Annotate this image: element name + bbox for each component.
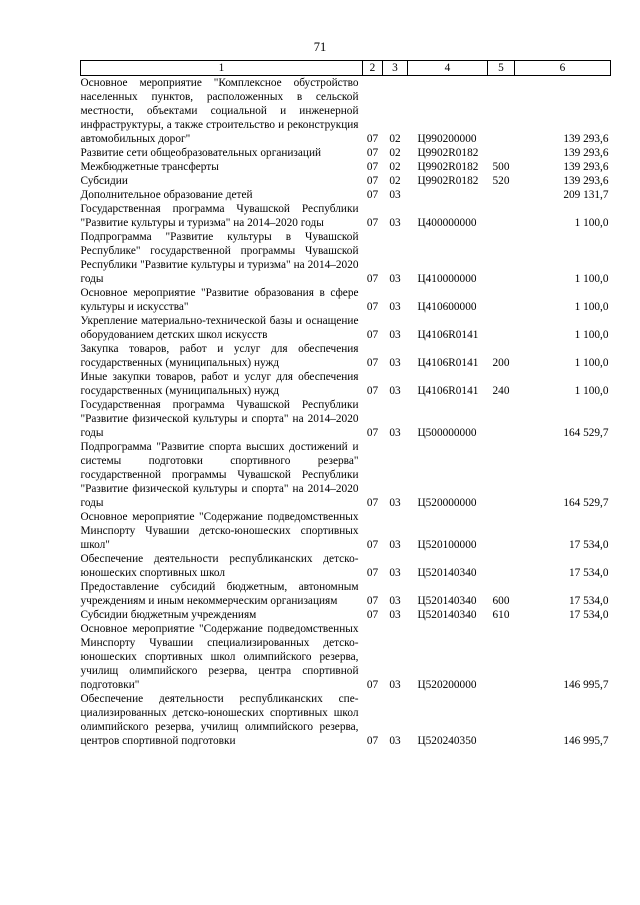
row-subsection-cell: 03 (389, 385, 401, 397)
row-subsection-cell: 03 (389, 427, 401, 439)
row-section-cell: 07 (366, 147, 379, 159)
table-row (81, 510, 611, 552)
row-subsection-cell: 02 (389, 161, 401, 173)
row-subsection-cell: 03 (389, 189, 401, 201)
row-expense-type-cell (488, 398, 515, 440)
row-target-article-cell: Ц520140340 (417, 567, 477, 579)
row-subsection-cell: 03 (389, 679, 401, 691)
row-amount-cell: 1 100,0 (574, 357, 609, 369)
column-header-6: 6 (515, 61, 611, 76)
row-expense-type-cell (488, 202, 515, 230)
row-target-article-cell: Ц520000000 (417, 497, 477, 509)
row-name-cell: Межбюджетные трансферты (80, 161, 219, 173)
row-section-cell: 07 (366, 189, 379, 201)
row-expense-type-cell: 520 (492, 175, 510, 187)
table-body (81, 76, 611, 749)
column-header-5: 5 (488, 61, 515, 76)
row-amount-cell: 139 293,6 (563, 161, 609, 173)
row-expense-type-cell (488, 286, 515, 314)
row-target-article-cell: Ц990200000 (417, 133, 477, 145)
row-subsection-cell: 03 (389, 497, 401, 509)
row-amount-cell: 17 534,0 (568, 539, 609, 551)
table-row (81, 230, 611, 286)
row-section-cell: 07 (366, 385, 379, 397)
row-section-cell: 07 (366, 539, 379, 551)
row-target-article-cell: Ц9902R0182 (417, 147, 479, 159)
row-expense-type-cell (488, 692, 515, 748)
row-expense-type-cell (488, 314, 515, 342)
row-target-article-cell: Ц520100000 (417, 539, 477, 551)
row-section-cell: 07 (366, 567, 379, 579)
table-row (81, 342, 611, 370)
row-section-cell: 07 (366, 273, 379, 285)
table-row (81, 188, 611, 202)
row-section-cell: 07 (366, 301, 379, 313)
page-number: 71 (313, 40, 327, 54)
row-expense-type-cell (488, 552, 515, 580)
table-row (81, 76, 611, 147)
row-target-article-cell (408, 188, 488, 202)
row-expense-type-cell (488, 510, 515, 552)
budget-table (80, 60, 611, 748)
row-name-cell: Основное мероприятие "Содержание подведомственных Минспорту Чувашии специализированных детско-юношеских спортивных школ олимпийского резерва, училищ олимпийского резерва, центра спортивной подготовки" (80, 623, 359, 691)
row-name-cell: Субсидии бюджетным учреждениям (80, 609, 257, 621)
table-row (81, 622, 611, 692)
row-section-cell: 07 (366, 133, 379, 145)
row-section-cell: 07 (366, 175, 379, 187)
row-name-cell: Государственная программа Чувашской Республики "Развитие культуры и туризма" на 2014–2020 годы (80, 203, 359, 229)
row-subsection-cell: 03 (389, 357, 401, 369)
row-target-article-cell: Ц520240350 (417, 735, 477, 747)
row-name-cell: Предоставление субсидий бюджетным, автономным учреждениям и иным некоммерческим организациям (80, 581, 359, 607)
row-target-article-cell: Ц500000000 (417, 427, 477, 439)
row-section-cell: 07 (366, 595, 379, 607)
row-amount-cell: 139 293,6 (563, 133, 609, 145)
row-subsection-cell: 03 (389, 301, 401, 313)
row-expense-type-cell: 500 (492, 161, 510, 173)
row-section-cell: 07 (366, 735, 379, 747)
row-name-cell: Государственная программа Чувашской Республики "Развитие физической культуры и спорта" на 2014–2020 годы (80, 399, 359, 439)
row-subsection-cell: 03 (389, 567, 401, 579)
column-header-3: 3 (383, 61, 408, 76)
row-name-cell: Субсидии (80, 175, 128, 187)
row-amount-cell: 139 293,6 (563, 175, 609, 187)
row-section-cell: 07 (366, 217, 379, 229)
row-expense-type-cell: 600 (492, 595, 510, 607)
row-expense-type-cell (488, 76, 515, 147)
row-amount-cell: 1 100,0 (574, 385, 609, 397)
row-amount-cell: 146 995,7 (563, 735, 609, 747)
row-amount-cell: 146 995,7 (563, 679, 609, 691)
table-row (81, 174, 611, 188)
row-amount-cell: 1 100,0 (574, 329, 609, 341)
row-expense-type-cell (488, 188, 515, 202)
row-target-article-cell: Ц9902R0182 (417, 161, 479, 173)
row-name-cell: Обеспечение деятельности республиканских детско-юношеских спортивных школ (80, 553, 359, 579)
row-amount-cell: 17 534,0 (568, 609, 609, 621)
table-row (81, 608, 611, 622)
row-amount-cell: 209 131,7 (563, 189, 609, 201)
row-name-cell: Иные закупки товаров, работ и услуг для обеспечения государственных (муниципальных) нужд (80, 371, 359, 397)
row-target-article-cell: Ц4106R0141 (417, 329, 479, 341)
table-row (81, 160, 611, 174)
row-name-cell: Основное мероприятие "Развитие образования в сфере культуры и искусства" (80, 287, 359, 313)
row-amount-cell: 1 100,0 (574, 217, 609, 229)
row-amount-cell: 164 529,7 (563, 427, 609, 439)
row-section-cell: 07 (366, 427, 379, 439)
row-name-cell: Развитие сети общеобразовательных организаций (80, 147, 322, 159)
table-row (81, 370, 611, 398)
row-target-article-cell: Ц400000000 (417, 217, 477, 229)
row-section-cell: 07 (366, 609, 379, 621)
table-row (81, 440, 611, 510)
row-section-cell: 07 (366, 497, 379, 509)
row-subsection-cell: 03 (389, 273, 401, 285)
row-subsection-cell: 02 (389, 133, 401, 145)
row-subsection-cell: 03 (389, 735, 401, 747)
row-subsection-cell: 02 (389, 147, 401, 159)
row-section-cell: 07 (366, 357, 379, 369)
table-header-row (81, 61, 611, 76)
row-subsection-cell: 03 (389, 609, 401, 621)
table-row (81, 552, 611, 580)
row-name-cell: Основное мероприятие "Содержание подведомственных Минспорту Чувашии детско-юношеских спортивных школ" (80, 511, 359, 551)
row-amount-cell: 17 534,0 (568, 567, 609, 579)
row-target-article-cell: Ц4106R0141 (417, 357, 479, 369)
column-header-2: 2 (363, 61, 383, 76)
row-name-cell: Подпрограмма "Развитие спорта высших достижений и системы подготовки спортивного резерва" государственной программы Чувашской Республики "Развитие физической культуры и спорта" на 2014–2020 годы (80, 441, 359, 509)
row-section-cell: 07 (366, 679, 379, 691)
column-header-4: 4 (408, 61, 488, 76)
row-target-article-cell: Ц520140340 (417, 595, 477, 607)
row-expense-type-cell (488, 230, 515, 286)
row-expense-type-cell: 610 (492, 609, 510, 621)
row-amount-cell: 1 100,0 (574, 301, 609, 313)
row-name-cell: Подпрограмма "Развитие культуры в Чувашской Республике" государственной программы Чувашской Республики "Развитие культуры и туризма" на 2014–2020 годы (80, 231, 359, 285)
row-subsection-cell: 03 (389, 329, 401, 341)
row-target-article-cell: Ц9902R0182 (417, 175, 479, 187)
row-section-cell: 07 (366, 329, 379, 341)
row-name-cell: Основное мероприятие "Комплексное обустройство населенных пунктов, расположенных в сельской местности, объектами социальной и инженерной инфраструктуры, а также строительство и реконструкция автомобильных дорог" (80, 77, 359, 145)
row-expense-type-cell: 200 (492, 357, 510, 369)
row-amount-cell: 1 100,0 (574, 273, 609, 285)
row-name-cell: Закупка товаров, работ и услуг для обеспечения государственных (муниципальных) нужд (80, 343, 359, 369)
row-target-article-cell: Ц520140340 (417, 609, 477, 621)
column-header-1: 1 (81, 61, 363, 76)
row-amount-cell: 17 534,0 (568, 595, 609, 607)
table-row (81, 692, 611, 748)
row-expense-type-cell: 240 (492, 385, 510, 397)
row-subsection-cell: 03 (389, 217, 401, 229)
row-name-cell: Обеспечение деятельности республиканских специализированных детско-юношеских спортивных школ олимпийского резерва, училищ олимпийского резерва, центров спортивной подготовки (80, 693, 359, 747)
row-name-cell: Дополнительное образование детей (80, 189, 253, 201)
row-expense-type-cell (488, 622, 515, 692)
row-amount-cell: 164 529,7 (563, 497, 609, 509)
table-row (81, 398, 611, 440)
table-row (81, 314, 611, 342)
row-expense-type-cell (488, 146, 515, 160)
row-amount-cell: 139 293,6 (563, 147, 609, 159)
row-section-cell: 07 (366, 161, 379, 173)
table-row (81, 286, 611, 314)
row-target-article-cell: Ц520200000 (417, 679, 477, 691)
row-name-cell: Укрепление материально-технической базы и оснащение оборудованием детских школ искусств (80, 315, 359, 341)
row-subsection-cell: 03 (389, 539, 401, 551)
table-row (81, 580, 611, 608)
table-row (81, 202, 611, 230)
row-target-article-cell: Ц410000000 (417, 273, 477, 285)
row-target-article-cell: Ц410600000 (417, 301, 477, 313)
table-row (81, 146, 611, 160)
row-subsection-cell: 03 (389, 595, 401, 607)
row-target-article-cell: Ц4106R0141 (417, 385, 479, 397)
row-expense-type-cell (488, 440, 515, 510)
row-subsection-cell: 02 (389, 175, 401, 187)
